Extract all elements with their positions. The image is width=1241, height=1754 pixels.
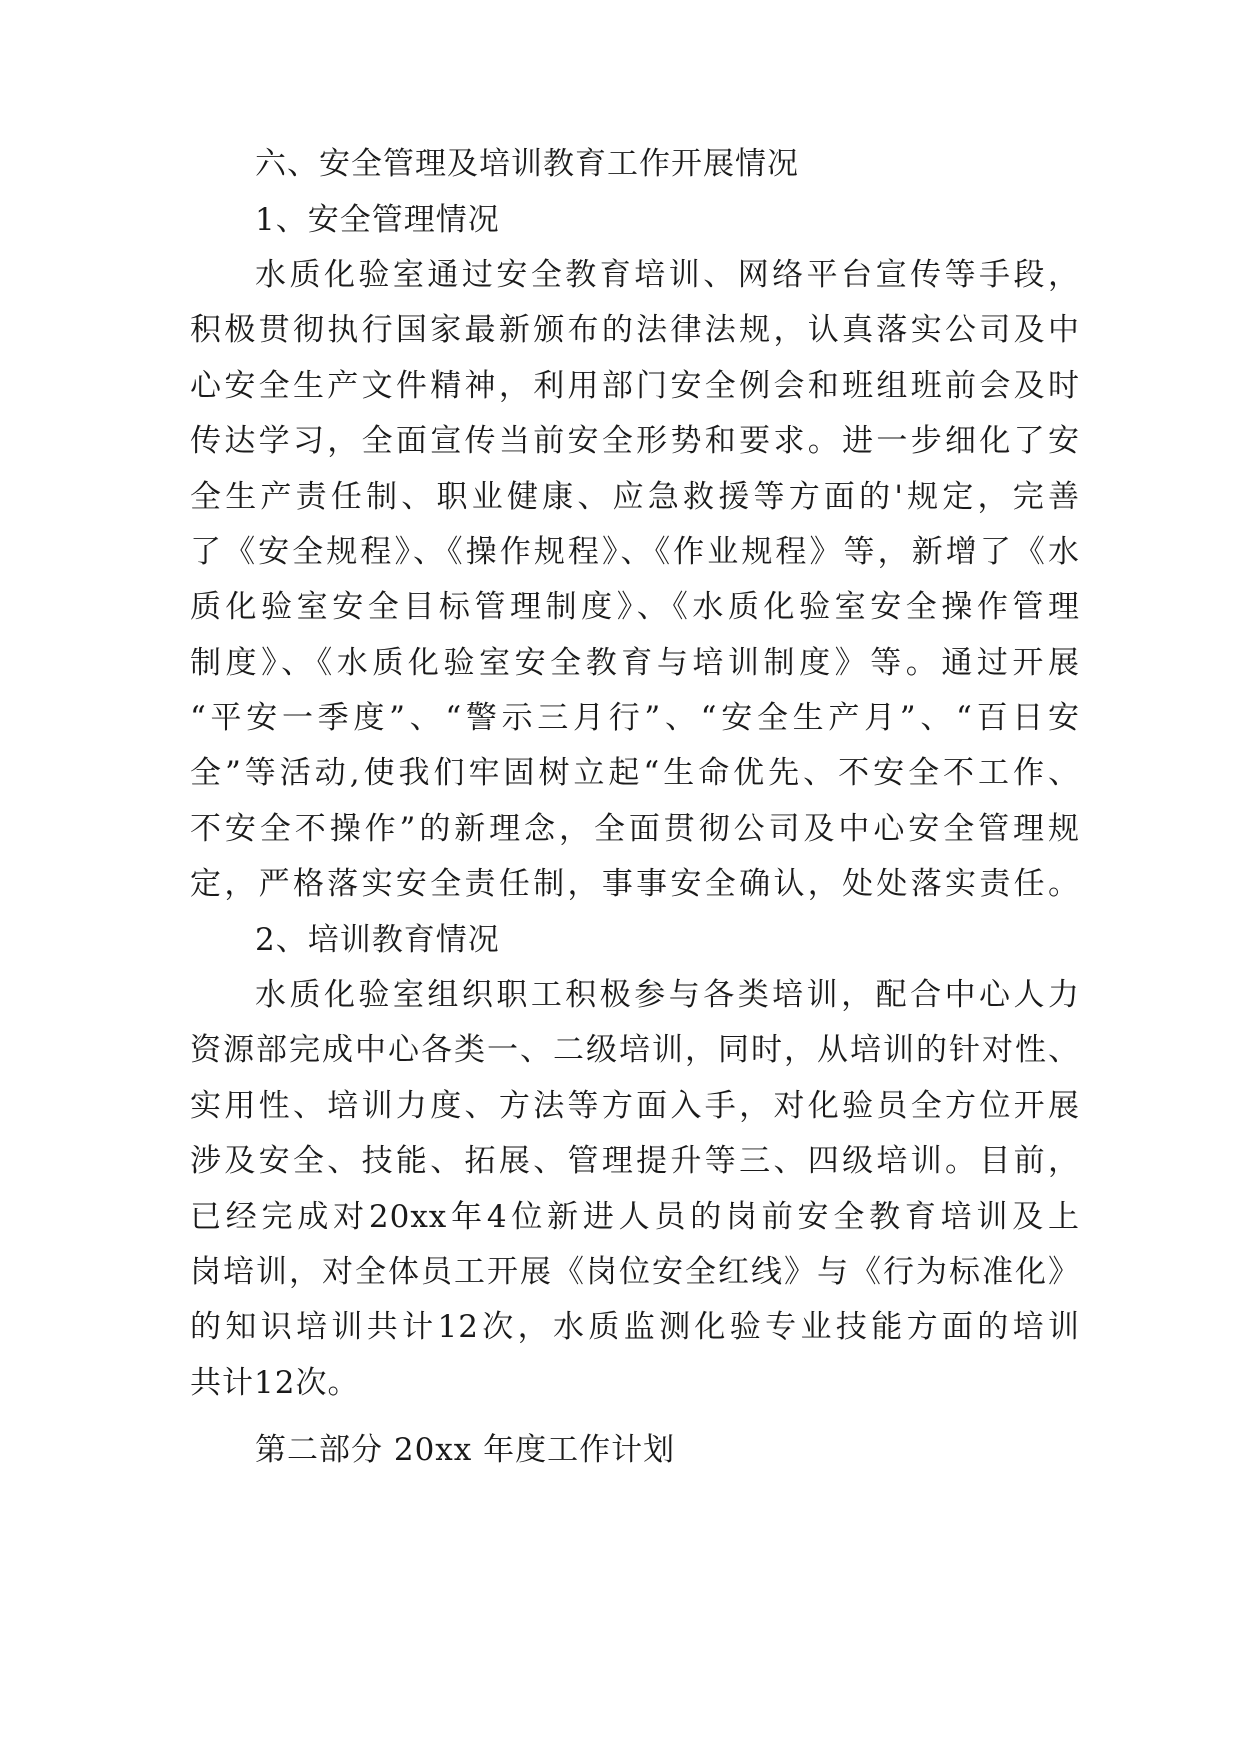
paragraph-line: 共计12次。 <box>190 1365 360 1401</box>
paragraph-line: 的知识培训共计12次，水质监测化验专业技能方面的培训 <box>190 1309 1080 1345</box>
part-title: 第二部分 20xx 年度工作计划 <box>255 1432 676 1468</box>
paragraph-line: 定，严格落实安全责任制，事事安全确认，处处落实责任。 <box>190 866 1080 902</box>
paragraph-line: 制度》、《水质化验室安全教育与培训制度》等。通过开展 <box>190 645 1080 681</box>
paragraph-line: 了《安全规程》、《操作规程》、《作业规程》等，新增了《水 <box>190 534 1080 570</box>
paragraph-line: 积极贯彻执行国家最新颁布的法律法规，认真落实公司及中 <box>190 312 1080 348</box>
paragraph-line: 已经完成对20xx年4位新进人员的岗前安全教育培训及上 <box>190 1199 1080 1235</box>
paragraph-line: 岗培训，对全体员工开展《岗位安全红线》与《行为标准化》 <box>190 1254 1080 1290</box>
paragraph-line: 涉及安全、技能、拓展、管理提升等三、四级培训。目前， <box>190 1143 1080 1179</box>
subsection-title-1: 1、安全管理情况 <box>255 202 500 238</box>
paragraph-line: 传达学习，全面宣传当前安全形势和要求。进一步细化了安 <box>190 423 1080 459</box>
paragraph-line: “平安一季度”、“警示三月行”、“安全生产月”、“百日安 <box>190 700 1080 736</box>
paragraph-line: 水质化验室通过安全教育培训、网络平台宣传等手段， <box>255 257 1080 293</box>
section-heading: 六、安全管理及培训教育工作开展情况 <box>255 146 799 182</box>
paragraph-line: 资源部完成中心各类一、二级培训，同时，从培训的针对性、 <box>190 1032 1080 1068</box>
paragraph-line: 水质化验室组织职工积极参与各类培训，配合中心人力 <box>255 977 1080 1013</box>
paragraph-line: 质化验室安全目标管理制度》、《水质化验室安全操作管理 <box>190 589 1080 625</box>
subsection-title-2: 2、培训教育情况 <box>255 922 500 958</box>
paragraph-line: 不安全不操作”的新理念，全面贯彻公司及中心安全管理规 <box>190 811 1080 847</box>
paragraph-line: 全”等活动,使我们牢固树立起“生命优先、不安全不工作、 <box>190 755 1080 791</box>
paragraph-line: 全生产责任制、职业健康、应急救援等方面的'规定，完善 <box>190 479 1080 515</box>
paragraph-line: 实用性、培训力度、方法等方面入手，对化验员全方位开展 <box>190 1088 1080 1124</box>
paragraph-line: 心安全生产文件精神，利用部门安全例会和班组班前会及时 <box>190 368 1080 404</box>
